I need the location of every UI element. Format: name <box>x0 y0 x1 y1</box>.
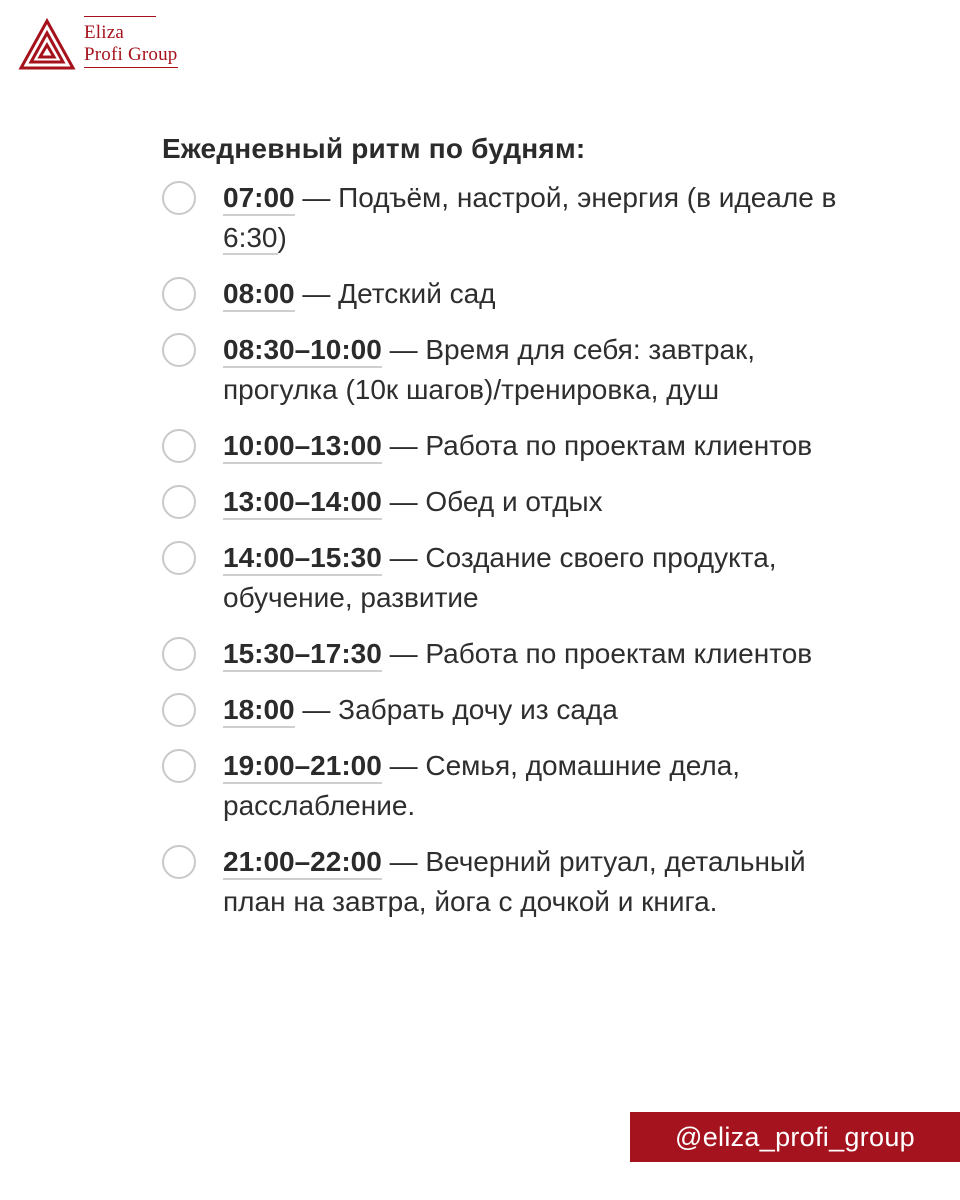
schedule-time: 07:00 <box>223 182 295 216</box>
schedule-ref-time: 6:30 <box>223 222 278 253</box>
schedule-item <box>162 178 842 258</box>
empty-circle-checkbox-icon[interactable] <box>162 485 196 519</box>
schedule-time: 10:00–13:00 <box>223 430 382 464</box>
brand-name-line1: Eliza <box>84 22 125 43</box>
schedule-item <box>162 274 842 314</box>
schedule-item <box>162 538 842 618</box>
empty-circle-checkbox-icon[interactable] <box>162 749 196 783</box>
schedule-time: 14:00–15:30 <box>223 542 382 576</box>
schedule-time: 21:00–22:00 <box>223 846 382 880</box>
empty-circle-checkbox-icon[interactable] <box>162 333 196 367</box>
schedule-item <box>162 330 842 410</box>
schedule-time: 08:30–10:00 <box>223 334 382 368</box>
page-title: Ежедневный ритм по будням: <box>162 133 586 164</box>
brand-name-line2: Profi Group <box>84 44 178 68</box>
schedule-time: 18:00 <box>223 694 295 728</box>
triangle-logo-icon <box>18 18 76 72</box>
schedule-text: — Работа по проектам клиентов <box>381 430 813 461</box>
schedule-item <box>162 634 842 674</box>
schedule-item <box>162 426 842 466</box>
empty-circle-checkbox-icon[interactable] <box>162 429 196 463</box>
schedule-item <box>162 482 842 522</box>
schedule-time: 13:00–14:00 <box>223 486 382 520</box>
schedule-time: 19:00–21:00 <box>223 750 382 784</box>
brand-name <box>84 16 178 68</box>
empty-circle-checkbox-icon[interactable] <box>162 637 196 671</box>
empty-circle-checkbox-icon[interactable] <box>162 181 196 215</box>
schedule-checklist <box>162 178 842 938</box>
schedule-text: — Обед и отдых <box>381 486 603 517</box>
schedule-text: — Подъём, настрой, энергия (в идеале в <box>294 182 837 213</box>
schedule-time: 15:30–17:30 <box>223 638 382 672</box>
schedule-item <box>162 690 842 730</box>
schedule-text: — Забрать дочу из сада <box>294 694 618 725</box>
schedule-text-end: ) <box>277 222 287 253</box>
empty-circle-checkbox-icon[interactable] <box>162 277 196 311</box>
empty-circle-checkbox-icon[interactable] <box>162 693 196 727</box>
empty-circle-checkbox-icon[interactable] <box>162 845 196 879</box>
schedule-text: — Время для себя: завтрак, прогулка (10к шагов)/тренировка, душ <box>223 334 756 405</box>
social-handle-badge: @eliza_profi_group <box>630 1112 960 1162</box>
schedule-text: — Детский сад <box>294 278 496 309</box>
schedule-text: — Работа по проектам клиентов <box>381 638 813 669</box>
schedule-text: — Создание своего продукта, обучение, развитие <box>223 542 777 613</box>
schedule-text: — Вечерний ритуал, детальный план на завтра, йога с дочкой и книга. <box>223 846 806 917</box>
schedule-item <box>162 746 842 826</box>
empty-circle-checkbox-icon[interactable] <box>162 541 196 575</box>
schedule-item <box>162 842 842 922</box>
schedule-text: — Семья, домашние дела, расслабление. <box>223 750 741 821</box>
brand-logo <box>18 16 178 72</box>
schedule-time: 08:00 <box>223 278 295 312</box>
